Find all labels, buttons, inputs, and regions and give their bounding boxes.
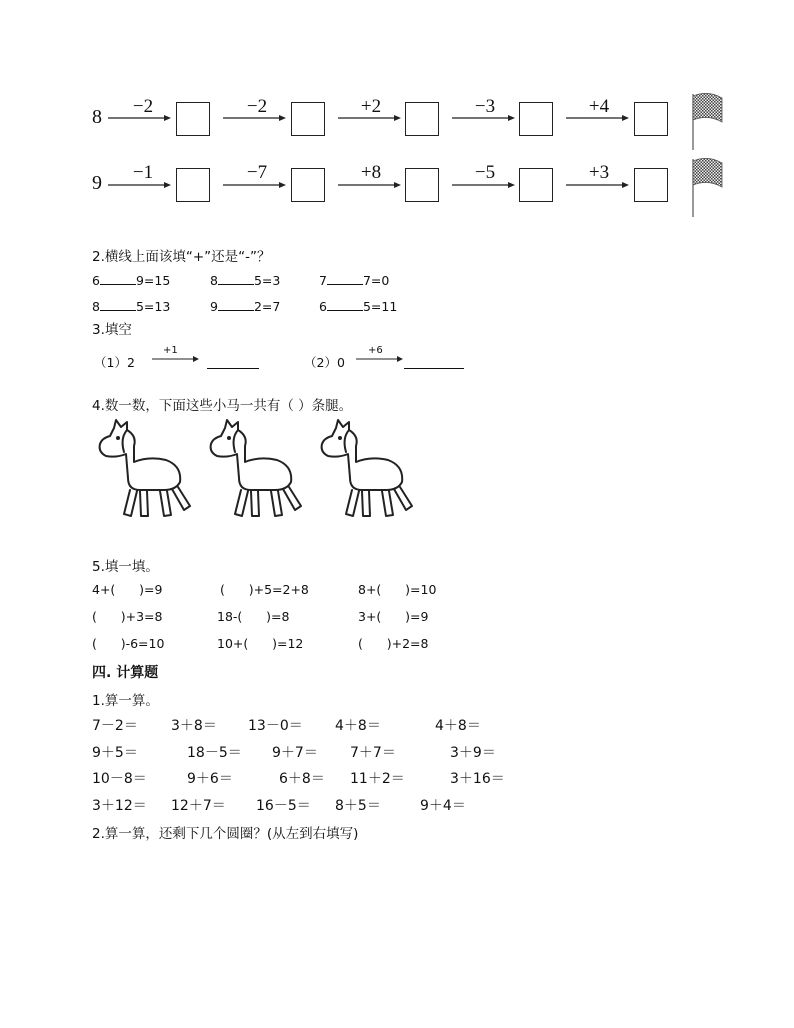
- calc-item: 8＋5＝: [335, 798, 381, 814]
- chain-start-number: 9: [92, 172, 102, 194]
- calc-item: 9＋6＝: [187, 771, 233, 787]
- arrow-icon: [108, 181, 172, 189]
- fill-item-1: [94, 353, 135, 371]
- horse-illustration: [94, 416, 204, 524]
- answer-box[interactable]: [405, 168, 439, 202]
- sign-fill-item: 8 5=3: [210, 273, 281, 288]
- arrow-icon: [566, 181, 630, 189]
- sign-fill-item: 9 2=7: [210, 299, 281, 314]
- calc-item: 11＋2＝: [350, 771, 405, 787]
- calc-item: 10－8＝: [92, 771, 147, 787]
- calc-item: 4＋8＝: [435, 718, 481, 734]
- answer-box[interactable]: [176, 102, 210, 136]
- horse-illustration: [316, 416, 426, 524]
- answer-blank[interactable]: [218, 284, 254, 285]
- chain-operation: +8: [360, 162, 382, 183]
- answer-blank[interactable]: [207, 352, 259, 369]
- arrow-icon: [152, 355, 200, 363]
- answer-box[interactable]: [634, 102, 668, 136]
- calc-item: 3＋16＝: [450, 771, 505, 787]
- calc-question-1-title: 1.算一算。: [92, 693, 159, 709]
- calc-item: 12＋7＝: [171, 798, 226, 814]
- chain-operation: +2: [360, 96, 382, 117]
- calc-item: 9＋5＝: [92, 745, 138, 761]
- answer-blank[interactable]: [327, 284, 363, 285]
- arrow-icon: [356, 355, 404, 363]
- question-3-title: 3.填空: [92, 322, 132, 338]
- chain-operation: +3: [588, 162, 610, 183]
- answer-box[interactable]: [405, 102, 439, 136]
- arrow-icon: [223, 181, 287, 189]
- chain-operation: −2: [132, 96, 154, 117]
- finish-flag-icon: [690, 92, 726, 150]
- fill-item-2: [304, 353, 345, 371]
- calc-item: 16－5＝: [256, 798, 311, 814]
- answer-box[interactable]: [176, 168, 210, 202]
- calc-item: 13－0＝: [248, 718, 303, 734]
- fill-equation[interactable]: 4+( )=9: [92, 582, 163, 597]
- answer-blank[interactable]: [100, 284, 136, 285]
- arrow-icon: [452, 181, 516, 189]
- arrow-icon: [338, 114, 402, 122]
- fill-equation[interactable]: ( )-6=10: [92, 636, 165, 651]
- fill-item-label: （1）2: [94, 355, 135, 370]
- arrow-operation: +1: [163, 345, 178, 356]
- answer-box[interactable]: [291, 168, 325, 202]
- fill-equation[interactable]: 8+( )=10: [358, 582, 437, 597]
- question-2-title: 2.横线上面该填“+”还是“-”？: [92, 249, 271, 265]
- calc-item: 3＋9＝: [450, 745, 496, 761]
- answer-box[interactable]: [519, 168, 553, 202]
- question-4-title: 4.数一数，下面这些小马一共有（ ）条腿。: [92, 398, 353, 414]
- answer-blank[interactable]: [100, 310, 136, 311]
- calc-item: 7＋7＝: [350, 745, 396, 761]
- answer-box[interactable]: [519, 102, 553, 136]
- chain-operation: −2: [246, 96, 268, 117]
- answer-box[interactable]: [291, 102, 325, 136]
- chain-operation: −3: [474, 96, 496, 117]
- calc-item: 4＋8＝: [335, 718, 381, 734]
- arrow-icon: [338, 181, 402, 189]
- calc-item: 7－2＝: [92, 718, 138, 734]
- chain-operation: −1: [132, 162, 154, 183]
- section-4-title: 四. 计算题: [92, 665, 159, 681]
- fill-equation[interactable]: ( )+5=2+8: [220, 582, 309, 597]
- arrow-icon: [452, 114, 516, 122]
- arrow-icon: [566, 114, 630, 122]
- calc-item: 9＋4＝: [420, 798, 466, 814]
- arrow-operation: +6: [368, 345, 383, 356]
- arrow-icon: [223, 114, 287, 122]
- calc-item: 18－5＝: [187, 745, 242, 761]
- chain-operation: −7: [246, 162, 268, 183]
- horse-illustration: [205, 416, 315, 524]
- sign-fill-item: 6 5=11: [319, 299, 398, 314]
- calc-item: 3＋8＝: [171, 718, 217, 734]
- finish-flag-icon: [690, 157, 726, 217]
- question-5-title: 5.填一填。: [92, 559, 159, 575]
- fill-equation[interactable]: ( )+3=8: [92, 609, 163, 624]
- calc-item: 6＋8＝: [279, 771, 325, 787]
- calc-item: 9＋7＝: [272, 745, 318, 761]
- fill-item-label: （2）0: [304, 355, 345, 370]
- fill-equation[interactable]: ( )+2=8: [358, 636, 429, 651]
- chain-start-number: 8: [92, 106, 102, 128]
- chain-operation: +4: [588, 96, 610, 117]
- sign-fill-item: 7 7=0: [319, 273, 390, 288]
- answer-blank[interactable]: [404, 352, 464, 369]
- fill-equation[interactable]: 3+( )=9: [358, 609, 429, 624]
- answer-blank[interactable]: [327, 310, 363, 311]
- answer-box[interactable]: [634, 168, 668, 202]
- calc-question-2-title: 2.算一算，还剩下几个圆圈？(从左到右填写): [92, 826, 359, 842]
- fill-equation[interactable]: 10+( )=12: [217, 636, 304, 651]
- arrow-icon: [108, 114, 172, 122]
- answer-blank[interactable]: [218, 310, 254, 311]
- sign-fill-item: 6 9=15: [92, 273, 171, 288]
- chain-operation: −5: [474, 162, 496, 183]
- fill-equation[interactable]: 18-( )=8: [217, 609, 290, 624]
- calc-item: 3＋12＝: [92, 798, 147, 814]
- sign-fill-item: 8 5=13: [92, 299, 171, 314]
